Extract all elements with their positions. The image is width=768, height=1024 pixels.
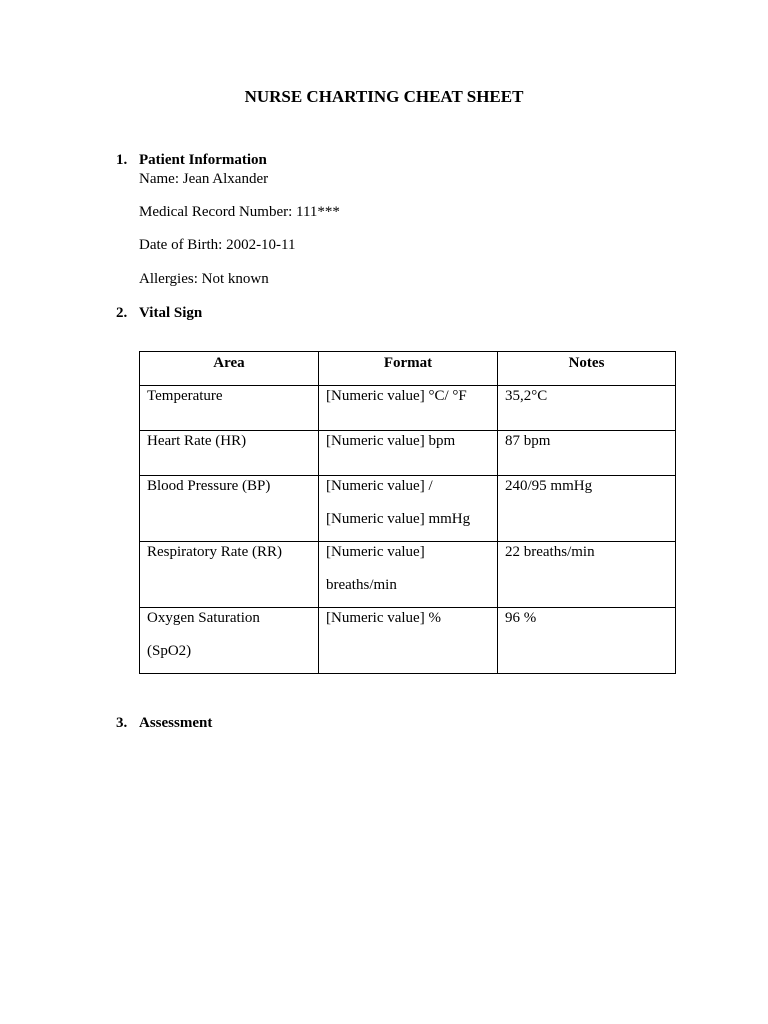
section-number: 2. [116,305,128,321]
table-row-respiratory-rate [140,542,676,608]
cell-notes [498,431,676,476]
column-header-format: Format [319,352,498,386]
section-title: Patient Information [139,152,267,168]
cell-notes [498,476,676,542]
cell-notes [498,542,676,608]
section-title: Vital Sign [139,305,203,321]
cell-text: 35,2°C [505,388,548,404]
cell-text: Blood Pressure (BP) [147,478,271,494]
cell-format [319,431,498,476]
cell-text: [Numeric value] / [326,478,433,494]
cell-text: 240/95 mmHg [505,478,593,494]
cell-area [140,542,319,608]
patient-name: Name: Jean Alxander [139,171,269,187]
section-number: 1. [116,152,128,168]
section-number: 3. [116,715,128,731]
cell-text: (SpO2) [147,643,192,659]
medical-record-number: Medical Record Number: 111*** [139,204,340,220]
allergies: Allergies: Not known [139,271,269,287]
cell-area [140,431,319,476]
section-heading-vital-sign [116,305,202,322]
date-of-birth: Date of Birth: 2002-10-11 [139,237,296,253]
page-title: NURSE CHARTING CHEAT SHEET [244,87,524,106]
cell-text: Heart Rate (HR) [147,433,247,449]
cell-text: [Numeric value] mmHg [326,511,471,527]
cell-text: Oxygen Saturation [147,610,260,626]
section-heading-patient-information [116,152,267,169]
table-row-oxygen-saturation [140,608,676,674]
table-row-heart-rate [140,431,676,476]
table-header-row [140,352,676,386]
column-header-area: Area [140,352,319,386]
cell-text: Respiratory Rate (RR) [147,544,282,560]
cell-text: Temperature [147,388,223,404]
cell-format [319,542,498,608]
cell-text: 22 breaths/min [505,544,595,560]
cell-area [140,608,319,674]
cell-text: [Numeric value] °C/ °F [326,388,467,404]
section-heading-assessment [116,715,212,732]
cell-notes [498,386,676,431]
cell-format [319,608,498,674]
cell-text: breaths/min [326,577,397,593]
cell-text: [Numeric value] % [326,610,441,626]
section-title: Assessment [139,715,213,731]
table-row-temperature [140,386,676,431]
cell-text: [Numeric value] bpm [326,433,456,449]
cell-text: [Numeric value] [326,544,425,560]
cell-notes [498,608,676,674]
column-header-notes: Notes [498,352,676,386]
vital-signs-table [139,351,676,674]
cell-text: 87 bpm [505,433,551,449]
cell-format [319,386,498,431]
cell-area [140,476,319,542]
cell-text: 96 % [505,610,537,626]
cell-format [319,476,498,542]
table-row-blood-pressure [140,476,676,542]
cell-area [140,386,319,431]
